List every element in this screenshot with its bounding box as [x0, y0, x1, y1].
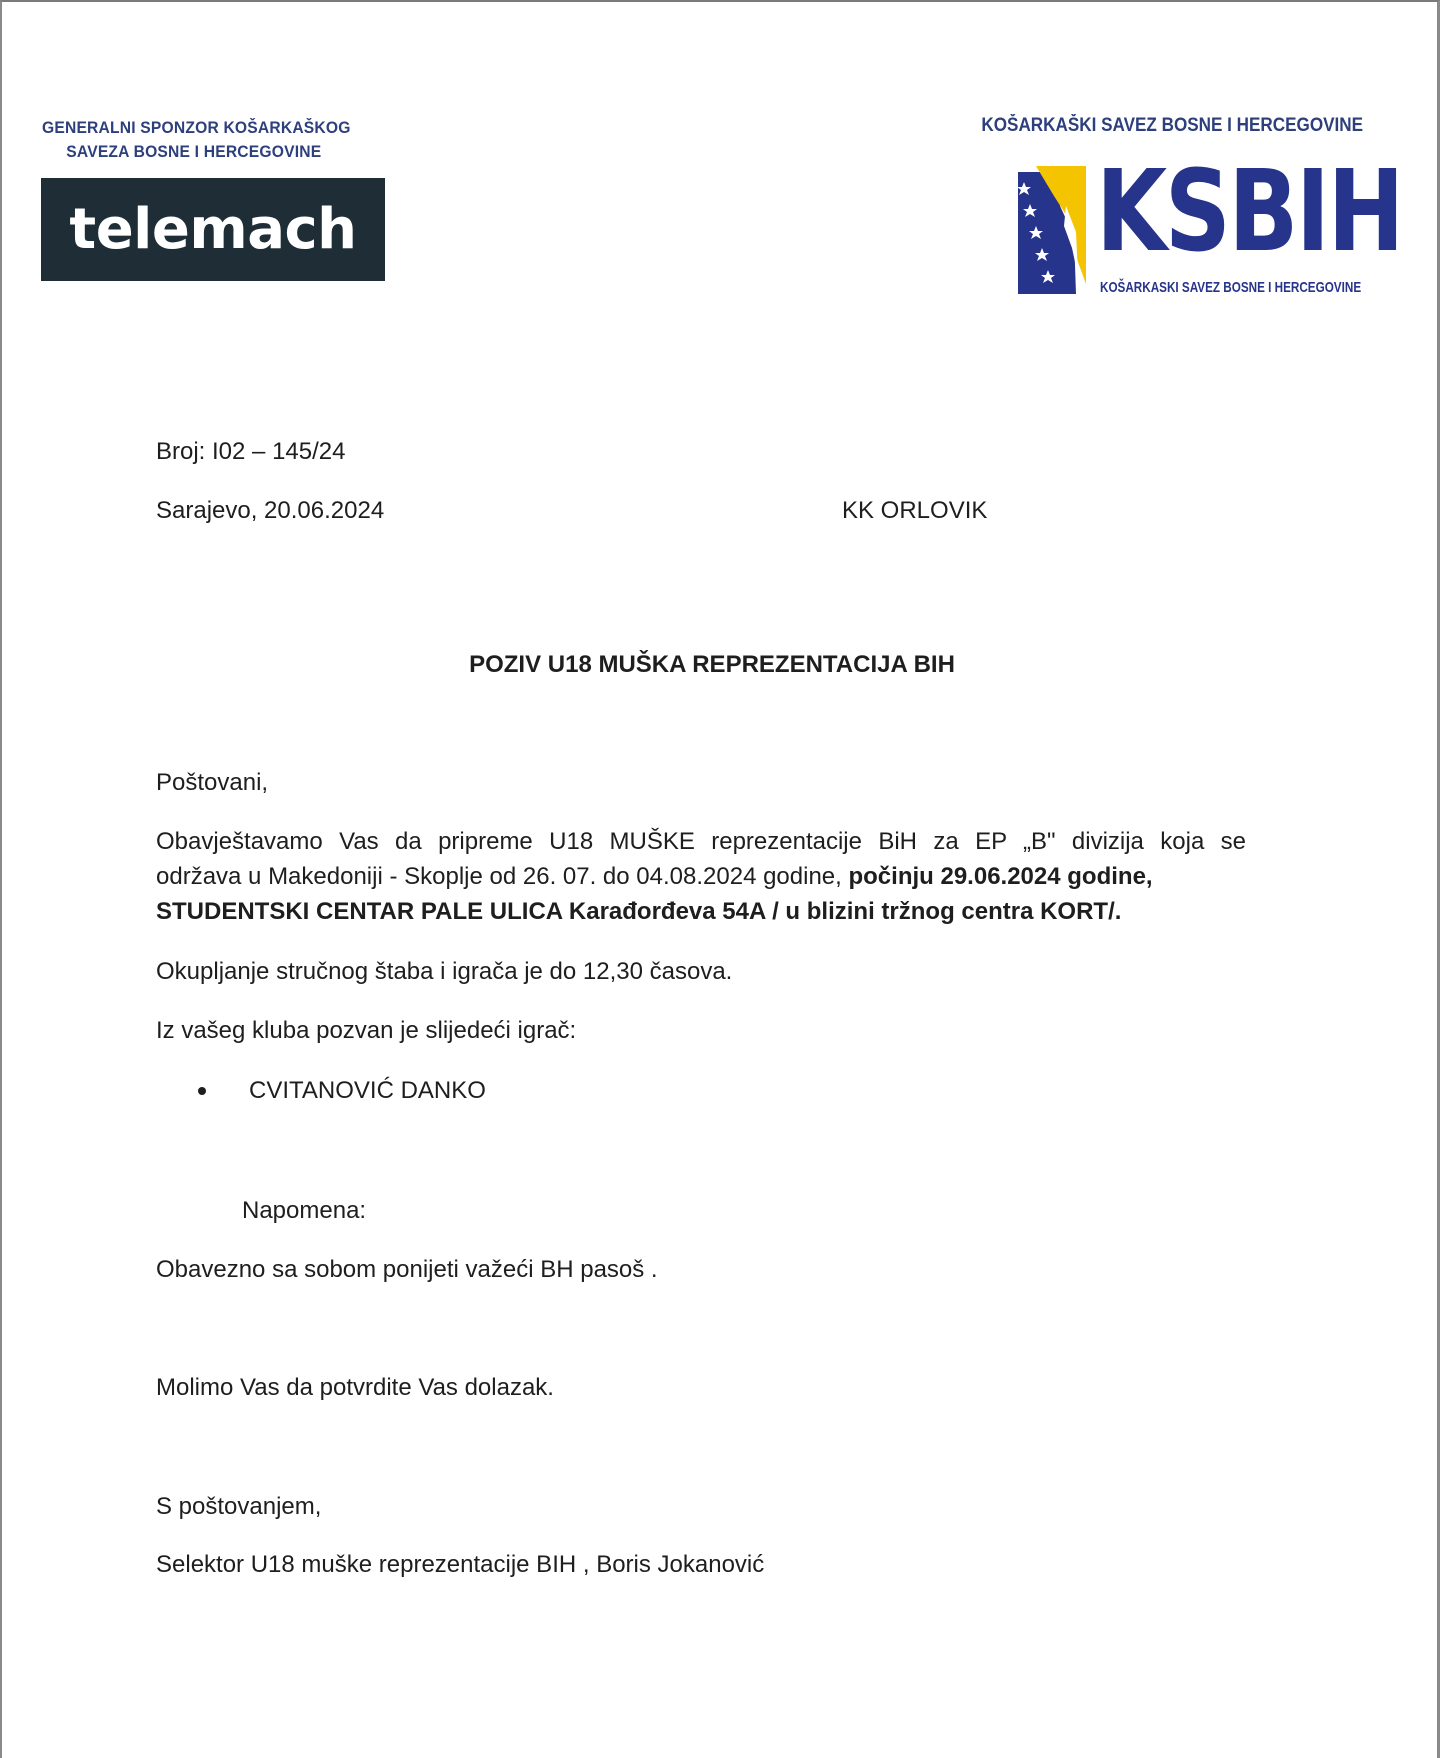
signature-line: Selektor U18 muške reprezentacije BIH , Boris Jokanović	[156, 1551, 765, 1578]
sponsor-caption	[42, 116, 351, 164]
ksbih-logo-subtitle: KOŠARKASKI SAVEZ BOSNE I HERCEGOVINE	[1100, 279, 1362, 296]
document-title: POZIV U18 MUŠKA REPREZENTACIJA BIH	[469, 651, 955, 678]
telemach-logo	[41, 178, 385, 281]
paragraph-line3-bold: STUDENTSKI CENTAR PALE ULICA Karađorđeva 54A / u blizini tržnog centra KORT/.	[156, 898, 1122, 925]
paragraph-line2-bold: počinju 29.06.2024 godine,	[848, 863, 1153, 890]
telemach-logo-text: telemach	[69, 197, 357, 262]
sponsor-caption-line2: SAVEZA BOSNE I HERCEGOVINE	[66, 142, 322, 161]
place-date: Sarajevo, 20.06.2024	[156, 497, 385, 524]
main-paragraph	[156, 824, 1246, 929]
note-label: Napomena:	[242, 1197, 367, 1224]
reference-number: Broj: I02 – 145/24	[156, 438, 346, 465]
bullet-icon	[198, 1087, 206, 1095]
player-list	[198, 1074, 486, 1108]
note-text: Obavezno sa sobom ponijeti važeći BH pasoš .	[156, 1256, 658, 1283]
federation-caption: KOŠARKAŠKI SAVEZ BOSNE I HERCEGOVINE	[981, 115, 1363, 136]
paragraph-line2	[156, 859, 1246, 894]
recipient: KK ORLOVIK	[842, 497, 988, 524]
player-name: CVITANOVIĆ DANKO	[249, 1077, 486, 1104]
paragraph-line3	[156, 894, 1246, 929]
paragraph-line1: Obavještavamo Vas da pripreme U18 MUŠKE reprezentacije BiH za EP „B" divizija koja se	[156, 828, 1246, 855]
closing: S poštovanjem,	[156, 1493, 322, 1520]
ksbih-wordmark: KSBIH	[1096, 147, 1403, 277]
confirm-request: Molimo Vas da potvrdite Vas dolazak.	[156, 1374, 554, 1401]
ksbih-logo	[1014, 147, 1403, 306]
list-item	[198, 1074, 486, 1108]
sponsor-caption-line1: GENERALNI SPONZOR KOŠARKAŠKOG	[42, 118, 351, 137]
bih-flag-emblem-icon	[1014, 166, 1090, 300]
gathering-time: Okupljanje stručnog štaba i igrača je do 12,30 časova.	[156, 958, 733, 985]
invited-intro: Iz vašeg kluba pozvan je slijedeći igrač:	[156, 1017, 577, 1044]
paragraph-line2-regular: održava u Makedoniji - Skoplje od 26. 07. do 04.08.2024 godine,	[156, 863, 849, 890]
salutation: Poštovani,	[156, 769, 269, 796]
